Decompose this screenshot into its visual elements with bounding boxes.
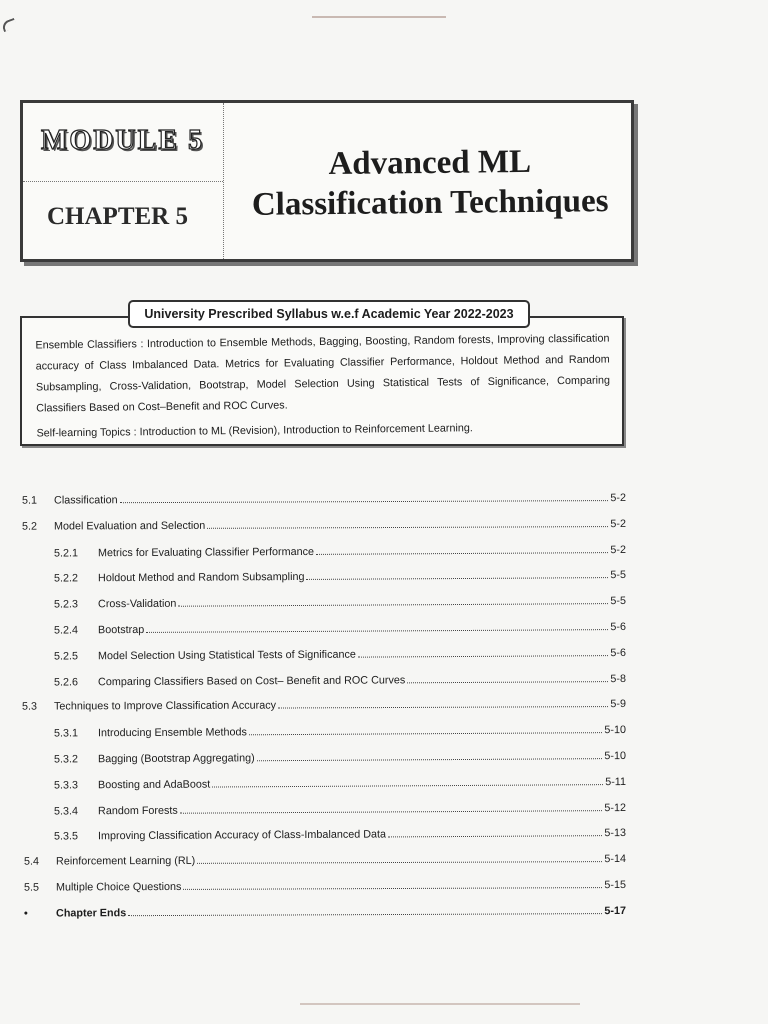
module-label: MODULE 5 — [41, 125, 204, 156]
toc-title: Model Evaluation and Selection — [53, 519, 206, 533]
toc-row — [54, 802, 626, 817]
toc-number: 5.2 — [21, 520, 38, 533]
toc-row — [54, 776, 626, 791]
chapter-title-line2: Classification Techniques — [251, 183, 609, 223]
toc-row — [54, 569, 626, 584]
toc-page-number: 5-15 — [604, 879, 627, 892]
toc-title: Reinforcement Learning (RL) — [55, 855, 196, 868]
scan-mark-bottom — [300, 1003, 580, 1005]
toc-leader-dots — [278, 705, 608, 708]
toc-number: 5.2.6 — [53, 675, 79, 689]
toc-leader-dots — [197, 860, 602, 864]
toc-number: 5.3 — [21, 700, 38, 714]
toc-title: Chapter Ends — [55, 906, 127, 920]
chapter-label: CHAPTER 5 — [47, 203, 188, 230]
toc-page-number: 5-2 — [610, 517, 627, 530]
toc-row — [54, 750, 626, 765]
toc-title: Holdout Method and Random Subsampling — [97, 571, 305, 585]
toc-title: Cross-Validation — [97, 597, 177, 611]
toc-leader-dots — [212, 783, 603, 787]
toc-title: Introducing Ensemble Methods — [97, 726, 247, 740]
toc-number: 5.2.2 — [53, 572, 79, 585]
syllabus-paragraph-2: Self-learning Topics : Introduction to ML (Revision), Introduction to Reinforcement Learning. — [36, 422, 473, 440]
toc-row — [54, 621, 626, 636]
toc-page-number: 5-5 — [610, 595, 627, 608]
toc-page-number: 5-10 — [604, 724, 627, 737]
toc-number: 5.3.5 — [53, 830, 79, 843]
toc-title: Model Selection Using Statistical Tests of Significance — [97, 648, 356, 663]
toc-title: Boosting and AdaBoost — [97, 778, 211, 792]
toc-page-number: 5-12 — [604, 801, 627, 814]
toc-row — [54, 673, 626, 688]
toc-leader-dots — [257, 757, 603, 761]
chapter-title-line1: Advanced ML — [328, 143, 532, 183]
toc-leader-dots — [120, 499, 609, 503]
toc-page-number: 5-6 — [610, 646, 627, 659]
toc-row — [24, 879, 626, 894]
toc-number: 5.2.1 — [53, 546, 79, 560]
toc-title: Metrics for Evaluating Classifier Performance — [97, 545, 315, 559]
toc-row — [54, 724, 626, 739]
toc-row — [54, 544, 626, 559]
toc-leader-dots — [249, 731, 603, 735]
toc-leader-dots — [146, 628, 608, 633]
toc-title: Random Forests — [97, 804, 178, 817]
toc-page-number: 5-2 — [610, 543, 627, 556]
toc-leader-dots — [306, 576, 608, 580]
toc-number: 5.3.2 — [53, 753, 79, 766]
toc-number: 5.3.1 — [53, 727, 79, 740]
toc-number: 5.2.5 — [53, 650, 79, 663]
toc-leader-dots — [358, 654, 609, 658]
toc-title: Bootstrap — [97, 623, 145, 637]
toc-number: 5.2.4 — [53, 624, 79, 637]
toc-row — [24, 853, 626, 868]
toc-number: 5.2.3 — [53, 598, 79, 611]
toc-number: 5.1 — [21, 494, 38, 507]
toc-number: 5.4 — [23, 855, 40, 868]
toc-row — [22, 492, 626, 507]
toc-row — [54, 595, 626, 610]
toc-title: Classification — [53, 494, 118, 507]
toc-page-number: 5-5 — [610, 569, 627, 582]
toc-leader-dots — [183, 886, 602, 890]
toc-number: 5.3.3 — [53, 779, 79, 792]
toc-leader-dots — [207, 525, 608, 529]
toc-number: 5.5 — [23, 881, 40, 894]
toc-row — [22, 518, 626, 533]
toc-leader-dots — [407, 680, 608, 683]
toc-row — [54, 647, 626, 662]
toc-page-number: 5-6 — [610, 621, 627, 634]
toc-leader-dots — [316, 551, 608, 555]
toc-title: Bagging (Bootstrap Aggregating) — [97, 752, 255, 766]
toc-page-number: 5-17 — [604, 904, 627, 917]
syllabus-paragraph-1: Ensemble Classifiers : Introduction to Ensemble Methods, Bagging, Boosting, Random forests, Improving classification accuracy of Class Imbalanced Data. Metrics for Evaluating Classifier Performance, Holdout Method and Random Subsampling, Cross-Validation, Bootstrap, Model Selection Using Statistical Tests of Significance, Comparing Classifiers Based on Cost–Benefit and ROC Curves. — [35, 332, 611, 415]
toc-page-number: 5-8 — [610, 672, 627, 685]
toc-title: Comparing Classifiers Based on Cost– Benefit and ROC Curves — [97, 673, 406, 688]
toc-row — [24, 905, 626, 920]
toc-row — [22, 698, 626, 713]
syllabus-heading: University Prescribed Syllabus w.e.f Academic Year 2022-2023 — [128, 300, 530, 328]
toc-number: • — [23, 907, 28, 920]
toc-page-number: 5-9 — [610, 698, 627, 711]
toc-leader-dots — [180, 809, 603, 814]
toc-title: Improving Classification Accuracy of Class-Imbalanced Data — [97, 828, 387, 843]
toc-row — [54, 827, 626, 842]
toc-title: Multiple Choice Questions — [55, 880, 182, 894]
toc-title: Techniques to Improve Classification Accuracy — [53, 699, 277, 713]
toc-leader-dots — [128, 912, 602, 916]
toc-page-number: 5-2 — [610, 492, 627, 505]
toc-leader-dots — [388, 835, 602, 838]
toc-number: 5.3.4 — [53, 804, 79, 818]
toc-page-number: 5-14 — [604, 853, 627, 866]
toc-page-number: 5-10 — [604, 750, 627, 763]
toc-page-number: 5-13 — [604, 827, 627, 840]
toc-page-number: 5-11 — [605, 775, 627, 788]
toc-leader-dots — [178, 602, 608, 607]
